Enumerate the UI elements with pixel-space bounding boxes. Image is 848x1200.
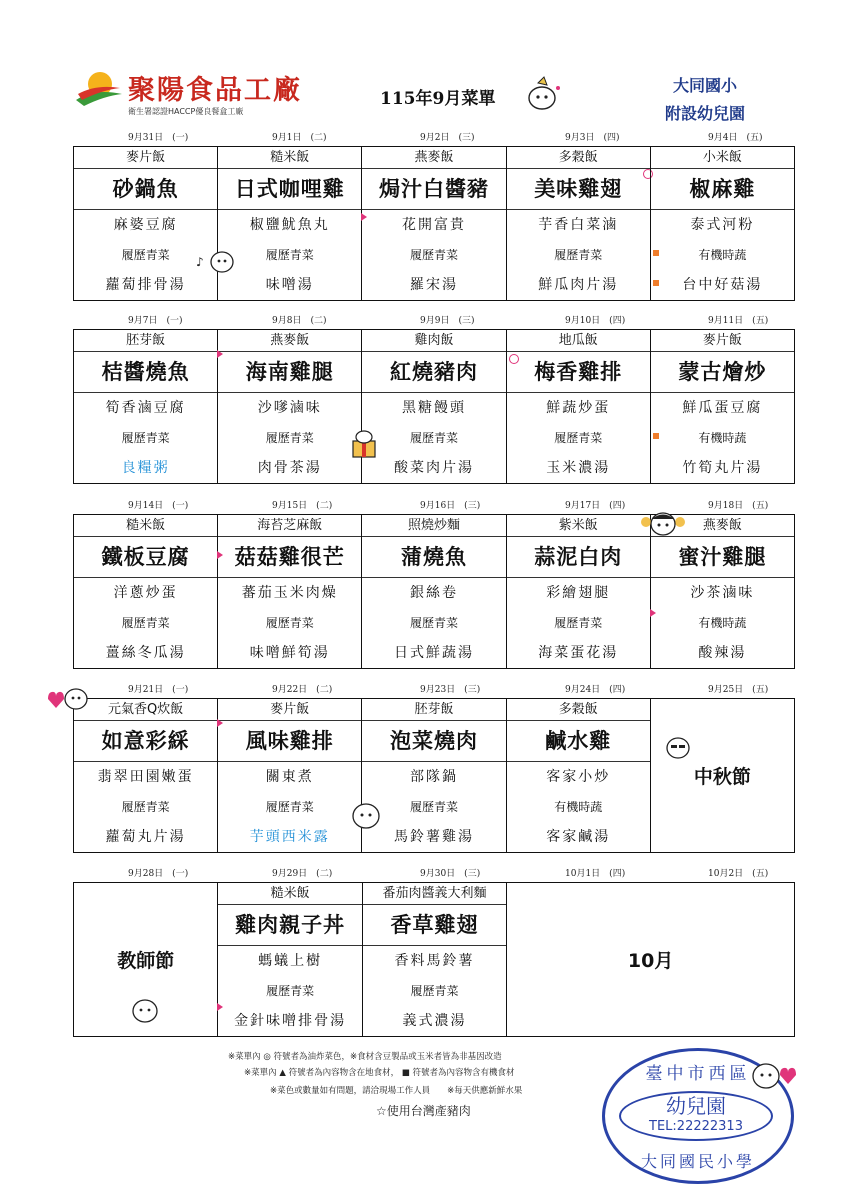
staple-dish: 麥片飯: [651, 330, 794, 352]
vegetable: 履歷青菜: [554, 616, 603, 630]
soup: 玉米濃湯: [546, 460, 611, 476]
company-subtitle: 衛生署認證HACCP優良餐盒工廠: [128, 107, 244, 116]
date-label: 9月24日 (四): [565, 685, 626, 695]
stamp-top-text: 臺中市西區: [645, 1064, 751, 1084]
date-label: 9月1日 (二): [272, 133, 327, 143]
date-label: 9月9日 (三): [420, 316, 475, 326]
vegetable: 履歷青菜: [265, 800, 314, 814]
day-cell-holiday: [650, 699, 794, 852]
heart-mascot-icon: [748, 1058, 798, 1092]
note-pork-origin: ☆使用台灣產豬肉: [376, 1104, 471, 1118]
date-label: 9月28日 (一): [128, 869, 189, 879]
staple-dish: 小米飯: [651, 147, 794, 169]
main-dish: 日式咖哩雞: [218, 169, 361, 210]
vegetable: 有機時蔬: [698, 616, 747, 630]
soup: 金針味噌排骨湯: [234, 1013, 347, 1029]
side-dish: 部隊鍋: [410, 769, 458, 785]
staple-dish: 海苔芝麻飯: [218, 515, 361, 537]
date-label: 9月15日 (二): [272, 501, 333, 511]
day-cell: [361, 330, 505, 483]
staple-dish: 燕麥飯: [218, 330, 361, 352]
soup: 蘿蔔丸片湯: [105, 829, 186, 845]
day-cell: [506, 699, 650, 852]
mascot-icon: [522, 76, 564, 114]
vegetable: 履歷青菜: [121, 248, 170, 262]
vegetable: 履歷青菜: [410, 800, 459, 814]
header: [0, 0, 848, 140]
stamp-middle-text: 幼兒園: [666, 1094, 726, 1118]
day-cell: [506, 147, 650, 300]
day-cell-month: [506, 883, 794, 1036]
vegetable: 履歷青菜: [266, 984, 315, 998]
week-4: [0, 682, 848, 864]
soup: 海菜蛋花湯: [538, 645, 619, 661]
side-dish: 香料馬鈴薯: [394, 953, 475, 969]
soup: 味噌湯: [265, 277, 314, 293]
staple-dish: 燕麥飯: [651, 515, 794, 537]
organic-square-icon: [653, 433, 659, 439]
main-dish: 泡菜燒肉: [362, 721, 505, 762]
staple-dish: 糙米飯: [218, 147, 361, 169]
main-dish: 香草雞翅: [363, 905, 506, 946]
week-1: [0, 130, 848, 312]
note-contact: ※菜色或數量如有問題，請洽現場工作人員 ※每天供應新鮮水果: [270, 1086, 523, 1096]
staple-dish: 胚芽飯: [74, 330, 217, 352]
day-cell: [74, 330, 217, 483]
day-cell: [74, 147, 217, 300]
menu-table-week: [73, 514, 795, 669]
mascot-icon: [130, 995, 160, 1025]
date-label: 10月1日 (四): [565, 869, 626, 879]
next-month-label: 10月: [627, 950, 674, 972]
soup: 酸辣湯: [698, 645, 747, 661]
main-dish: 焗汁白醬豬: [362, 169, 505, 210]
staple-dish: 地瓜飯: [507, 330, 650, 352]
vegetable: 有機時蔬: [554, 800, 603, 814]
school-line-2: 附設幼兒園: [664, 104, 745, 123]
main-dish: 海南雞腿: [218, 352, 361, 393]
local-ingredient-triangle-icon: [217, 719, 223, 727]
day-cell: [506, 515, 650, 668]
date-label: 9月10日 (四): [565, 316, 626, 326]
day-cell: [217, 883, 361, 1036]
date-label: 9月17日 (四): [565, 501, 626, 511]
staple-dish: 麥片飯: [74, 147, 217, 169]
side-dish: 螞蟻上樹: [258, 953, 323, 969]
stamp-bottom-text: 大同國民小學: [640, 1152, 755, 1171]
mascot-music-icon: [196, 246, 240, 276]
staple-dish: 胚芽飯: [362, 699, 505, 721]
holiday-label: 教師節: [117, 950, 175, 972]
vegetable: 有機時蔬: [698, 248, 747, 262]
date-label: 9月23日 (三): [420, 685, 481, 695]
side-dish: 關東煮: [265, 769, 314, 785]
soup: 酸菜肉片湯: [394, 460, 474, 476]
soup: 馬鈴薯雞湯: [394, 829, 474, 845]
day-cell: [506, 330, 650, 483]
vegetable: 履歷青菜: [410, 431, 459, 445]
date-label: 9月29日 (二): [272, 869, 333, 879]
date-row: [0, 130, 848, 144]
vegetable: 履歷青菜: [410, 616, 459, 630]
side-dish: 花開富貴: [402, 217, 466, 233]
date-label: 9月18日 (五): [708, 501, 769, 511]
organic-square-icon: [653, 280, 659, 286]
date-row: [0, 313, 848, 327]
local-ingredient-triangle-icon: [217, 350, 223, 358]
side-dish: 翡翠田園嫩蛋: [97, 769, 194, 785]
staple-dish: 番茄肉醬義大利麵: [363, 883, 506, 905]
side-dish: 芋香白菜滷: [538, 217, 619, 233]
vegetable: 履歷青菜: [265, 248, 314, 262]
staple-dish: 麥片飯: [218, 699, 361, 721]
date-row: [0, 498, 848, 512]
staple-dish: 紫米飯: [507, 515, 650, 537]
side-dish: 筍香滷豆腐: [105, 400, 186, 416]
day-cell: [217, 147, 361, 300]
day-cell: [217, 515, 361, 668]
vegetable: 履歷青菜: [410, 248, 459, 262]
vegetable: 履歷青菜: [265, 616, 314, 630]
day-cell: [650, 147, 794, 300]
school-line-1: 大同國小: [672, 76, 737, 95]
date-label: 9月11日 (五): [708, 316, 769, 326]
day-cell: [217, 330, 361, 483]
main-dish: 梅香雞排: [507, 352, 650, 393]
day-cell: [74, 515, 217, 668]
date-label: 9月2日 (三): [420, 133, 475, 143]
main-dish: 美味雞翅: [507, 169, 650, 210]
staple-dish: 多穀飯: [507, 147, 650, 169]
menu-table-week: [73, 146, 795, 301]
soup: 芋頭西米露: [249, 829, 330, 845]
main-dish: 蜜汁雞腿: [651, 537, 794, 578]
date-label: 9月8日 (二): [272, 316, 327, 326]
vegetable: 履歷青菜: [265, 431, 314, 445]
mascot-face-icon: [665, 735, 691, 761]
date-label: 9月22日 (二): [272, 685, 333, 695]
local-ingredient-triangle-icon: [217, 551, 223, 559]
vegetable: 履歷青菜: [121, 431, 170, 445]
vegetable: 履歷青菜: [121, 800, 170, 814]
vegetable: 有機時蔬: [698, 431, 747, 445]
main-dish: 椒麻雞: [651, 169, 794, 210]
vegetable: 履歷青菜: [554, 431, 603, 445]
school-name: [650, 72, 760, 128]
soup: 台中好菇湯: [682, 277, 763, 293]
sun-logo-icon: [74, 70, 124, 110]
main-dish: 蒜泥白肉: [507, 537, 650, 578]
menu-table-week: [73, 329, 795, 484]
week-5: [0, 866, 848, 1048]
side-dish: 客家小炒: [546, 769, 611, 785]
company-name: 聚陽食品工廠: [128, 75, 302, 106]
menu-table-week: [73, 882, 795, 1037]
stamp-inner-ring: [619, 1091, 773, 1141]
staple-dish: 多穀飯: [507, 699, 650, 721]
soup: 日式鮮蔬湯: [394, 645, 474, 661]
soup: 竹筍丸片湯: [682, 460, 763, 476]
svg-text:♪: ♪: [196, 255, 204, 269]
date-label: 9月14日 (一): [128, 501, 189, 511]
day-cell: [361, 147, 505, 300]
date-label: 9月21日 (一): [128, 685, 189, 695]
local-ingredient-triangle-icon: [217, 1003, 223, 1011]
date-label: 9月30日 (三): [420, 869, 481, 879]
day-cell: [650, 330, 794, 483]
gift-box-icon: [350, 429, 378, 459]
mascot-pompom-icon: [640, 508, 686, 538]
local-ingredient-triangle-icon: [361, 213, 367, 221]
note-fried: ※菜單內 ◎ 符號者為油炸菜色，※食材含豆製品或玉米者皆為非基因改造: [228, 1052, 502, 1062]
staple-dish: 糙米飯: [218, 883, 361, 905]
stamp-tel: TEL:22222313: [649, 1119, 743, 1134]
main-dish: 如意彩綵: [74, 721, 217, 762]
date-label: 9月25日 (五): [708, 685, 769, 695]
side-dish: 鮮瓜蛋豆腐: [682, 400, 763, 416]
date-label: 9月31日 (一): [128, 133, 189, 143]
soup: 肉骨茶湯: [257, 460, 322, 476]
vegetable: 履歷青菜: [121, 616, 170, 630]
soup: 薑絲冬瓜湯: [105, 645, 186, 661]
main-dish: 砂鍋魚: [74, 169, 217, 210]
main-dish: 菇菇雞很芒: [218, 537, 361, 578]
main-dish: 鹹水雞: [507, 721, 650, 762]
soup: 羅宋湯: [410, 277, 458, 293]
organic-square-icon: [653, 250, 659, 256]
side-dish: 蕃茄玉米肉燥: [241, 585, 338, 601]
day-cell: [361, 515, 505, 668]
side-dish: 彩繪翅腿: [546, 585, 611, 601]
day-cell: [217, 699, 361, 852]
main-dish: 桔醬燒魚: [74, 352, 217, 393]
vegetable: 履歷青菜: [554, 248, 603, 262]
main-dish: 紅燒豬肉: [362, 352, 505, 393]
heart-mascot-icon: [46, 686, 90, 712]
date-label: 9月16日 (三): [420, 501, 481, 511]
staple-dish: 燕麥飯: [362, 147, 505, 169]
week-3: [0, 498, 848, 680]
page-title: 115年9月菜單: [380, 89, 496, 109]
holiday-label: 中秋節: [693, 766, 751, 788]
soup: 鮮瓜肉片湯: [538, 277, 619, 293]
day-cell-holiday: [74, 883, 217, 1036]
main-dish: 雞肉親子丼: [218, 905, 361, 946]
date-label: 9月4日 (五): [708, 133, 763, 143]
date-row: [0, 866, 848, 880]
main-dish: 蒙古燴炒: [651, 352, 794, 393]
staple-dish: 雞肉飯: [362, 330, 505, 352]
menu-table-week: [73, 698, 795, 853]
staple-dish: 糙米飯: [74, 515, 217, 537]
vegetable: 履歷青菜: [410, 984, 459, 998]
date-label: 9月7日 (一): [128, 316, 183, 326]
side-dish: 黑糖饅頭: [402, 400, 466, 416]
fried-circle-icon: [509, 354, 519, 364]
side-dish: 洋蔥炒蛋: [113, 585, 178, 601]
main-dish: 風味雞排: [218, 721, 361, 762]
side-dish: 沙茶滷味: [690, 585, 755, 601]
main-dish: 鐵板豆腐: [74, 537, 217, 578]
soup: 蘿蔔排骨湯: [105, 277, 186, 293]
soup: 客家鹹湯: [546, 829, 611, 845]
date-label: 10月2日 (五): [708, 869, 769, 879]
side-dish: 麻婆豆腐: [113, 217, 178, 233]
soup: 義式濃湯: [402, 1013, 467, 1029]
day-cell: [362, 883, 506, 1036]
soup: 良糧粥: [121, 460, 170, 476]
staple-dish: 元氣香Q炊飯: [74, 699, 217, 721]
note-local-organic: ※菜單內 ▲ 符號者為內容物含在地食材， ■ 符號者為內容物含有機食材: [244, 1068, 515, 1078]
day-cell: [74, 699, 217, 852]
week-2: [0, 313, 848, 495]
side-dish: 鮮蔬炒蛋: [546, 400, 611, 416]
staple-dish: 照燒炒麵: [362, 515, 505, 537]
side-dish: 沙嗲滷味: [257, 400, 322, 416]
local-ingredient-triangle-icon: [650, 609, 656, 617]
main-dish: 蒲燒魚: [362, 537, 505, 578]
side-dish: 泰式河粉: [690, 217, 755, 233]
date-row: [0, 682, 848, 696]
mascot-icon: [350, 800, 384, 830]
soup: 味噌鮮筍湯: [249, 645, 330, 661]
side-dish: 椒鹽魷魚丸: [249, 217, 330, 233]
side-dish: 銀絲卷: [410, 585, 458, 601]
date-label: 9月3日 (四): [565, 133, 620, 143]
